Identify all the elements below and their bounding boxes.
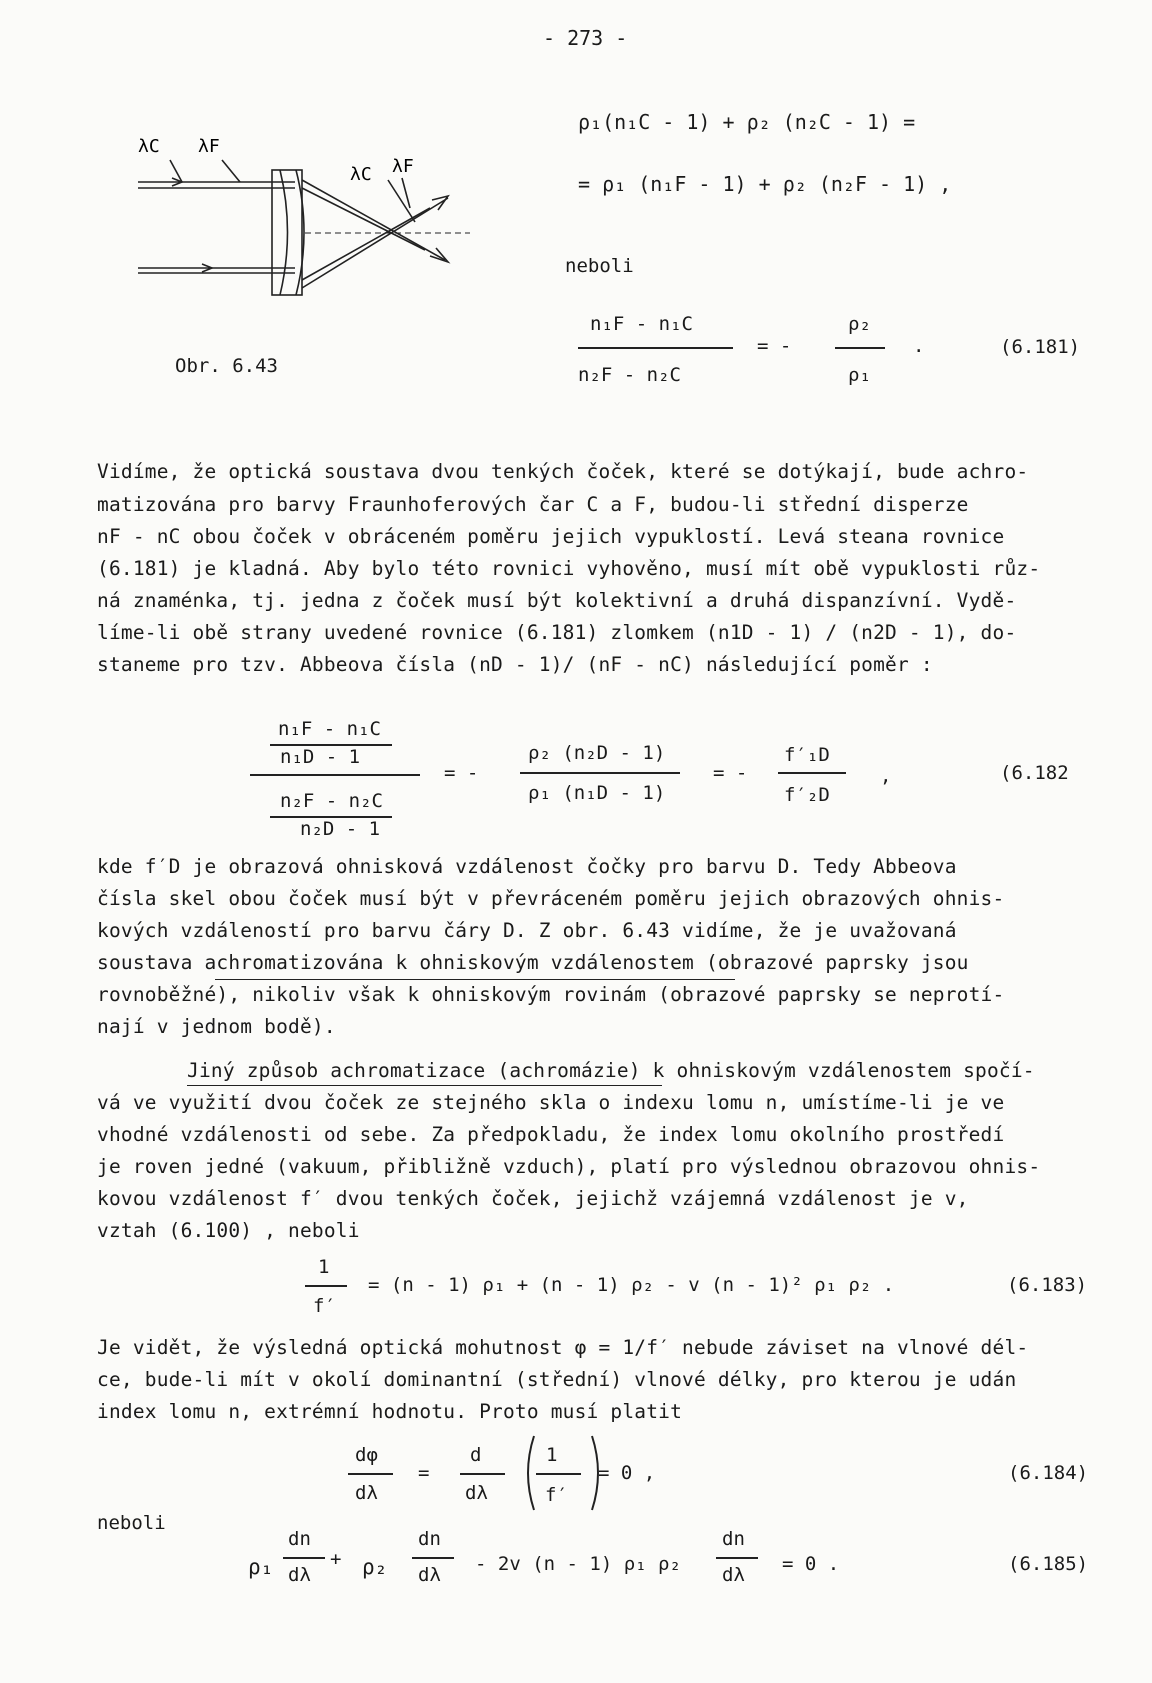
para3-line1: Jiný způsob achromatizace (achromázie) k ohniskovým vzdálenostem spočí- (187, 1059, 1035, 1082)
underline-jiny-zpusob (187, 1085, 662, 1086)
para3-line4: je roven jedné (vakuum, přibližně vzduch), platí pro výslednou obrazovou ohnis- (97, 1155, 1041, 1178)
para1-line4: (6.181) je kladná. Aby bylo této rovnici vyhověno, musí mít obě vypuklosti růz- (97, 557, 1041, 580)
eq184-a-bar (348, 1473, 393, 1475)
eq183-rest: = (n - 1) ρ₁ + (n - 1) ρ₂ - v (n - 1)² ρ₁ ρ₂ . (368, 1274, 895, 1296)
eq185-d1-bar (283, 1557, 325, 1559)
figure-label-lambda-f-out: λF (392, 156, 414, 177)
para2-line5: rovnoběžné), nikoliv však k ohniskovým rovinám (obrazové paprsky se neprotí- (97, 983, 1005, 1006)
eq185-d3-bar (716, 1557, 758, 1559)
eq185-d1-num: dn (288, 1528, 311, 1550)
eq181-rho1: ρ₁ (848, 364, 871, 386)
eq185-number: (6.185) (1008, 1553, 1089, 1575)
eq185-plus: + (330, 1548, 342, 1570)
eq184-equals: = (418, 1462, 430, 1484)
eq185-d2-bar (412, 1557, 454, 1559)
para1-line3: nF - nC obou čoček v obráceném poměru jejich vypuklostí. Levá steana rovnice (97, 525, 1005, 548)
para4-line3: index lomu n, extrémní hodnotu. Proto musí platit (97, 1400, 683, 1423)
para3-line6: vztah (6.100) , neboli (97, 1219, 360, 1242)
figure-label-lambda-c-out: λC (350, 164, 372, 185)
para2-line2: čísla skel obou čoček musí být v převráceném poměru jejich obrazových ohnis- (97, 887, 1005, 910)
eq182-mid-num: ρ₂ (n₂D - 1) (528, 742, 666, 764)
eq182-b-num: n₂F - n₂C (280, 790, 383, 812)
para3-line3: vhodné vzdálenosti od sebe. Za předpokladu, že index lomu okolního prostředí (97, 1123, 1005, 1146)
eq182-r-den: f′₂D (784, 784, 830, 806)
figure-caption: Obr. 6.43 (175, 355, 278, 377)
para1-line5: ná znaménka, tj. jedna z čoček musí být kolektivní a druhá dispanzívní. Vydě- (97, 589, 1017, 612)
para1-line1: Vidíme, že optická soustava dvou tenkých čoček, které se dotýkají, bude achro- (97, 460, 1029, 483)
neboli-2: neboli (97, 1512, 166, 1534)
neboli-1: neboli (565, 255, 634, 277)
eq185-d3-num: dn (722, 1528, 745, 1550)
eq184-a-den: dλ (355, 1482, 378, 1504)
eq181-rho-bar (835, 347, 885, 349)
eq184-b-bar (460, 1473, 505, 1475)
eq184-b-den: dλ (465, 1482, 488, 1504)
para2-line6: nají v jednom bodě). (97, 1015, 336, 1038)
eq185-tail: = 0 . (782, 1553, 840, 1575)
para2-line4: soustava achromatizována k ohniskovým vzdálenostem (obrazové paprsky jsou (97, 951, 969, 974)
para4-line1: Je vidět, že výsledná optická mohutnost φ = 1/f′ nebude záviset na vlnové dél- (97, 1336, 1029, 1359)
eq183-number: (6.183) (1007, 1274, 1088, 1296)
eq185-d3-den: dλ (722, 1564, 745, 1586)
eq181-rho2: ρ₂ (848, 313, 871, 335)
eq185-d2-den: dλ (418, 1564, 441, 1586)
underline-achromatizovana (215, 979, 735, 980)
eq184-b-num: d (470, 1444, 482, 1466)
eq182-number: (6.182 (1000, 762, 1069, 784)
eq182-equals-2: = - (713, 762, 748, 784)
page-number: - 273 - (543, 26, 628, 50)
eq181-fraction-bar (578, 347, 733, 349)
para1-line2: matizována pro barvy Fraunhoferových čar C a F, budou-li střední disperze (97, 493, 969, 516)
lens-figure (130, 130, 490, 325)
figure-label-lambda-c-in: λC (138, 136, 160, 157)
para3-line5: kovou vzdálenost f′ dvou tenkých čoček, jejichž vzájemná vzdálenost je v, (97, 1187, 969, 1210)
eq182-comma: , (880, 765, 892, 787)
eq182-a-num: n₁F - n₁C (278, 718, 381, 740)
para2-line1: kde f′D je obrazová ohnisková vzdálenost čočky pro barvu D. Tedy Abbeova (97, 855, 957, 878)
eq184-c-bar (536, 1473, 581, 1475)
eq183-bar (305, 1285, 347, 1287)
eq181-denominator: n₂F - n₂C (578, 364, 681, 386)
eq182-a-den: n₁D - 1 (280, 746, 361, 768)
eq-top-line2: = ρ₁ (n₁F - 1) + ρ₂ (n₂F - 1) , (578, 172, 952, 196)
eq185-d2-num: dn (418, 1528, 441, 1550)
eq184-a-num: dφ (355, 1444, 378, 1466)
para4-line2: ce, bude-li mít v okolí dominantní (střední) vlnové délky, pro kterou je udán (97, 1368, 1017, 1391)
para1-line7: staneme pro tzv. Abbeova čísla (nD - 1)/ (nF - nC) následující poměr : (97, 653, 933, 676)
eq185-d1-den: dλ (288, 1564, 311, 1586)
eq182-main-bar (250, 774, 420, 776)
eq182-r-bar (778, 772, 846, 774)
eq185-mid: - 2v (n - 1) ρ₁ ρ₂ (475, 1553, 681, 1575)
eq184-c-num: 1 (546, 1444, 558, 1466)
eq183-den: f′ (313, 1295, 336, 1317)
eq181-numerator: n₁F - n₁C (590, 313, 693, 335)
eq185-rho2: ρ₂ (362, 1555, 388, 1579)
eq182-mid-bar (520, 772, 680, 774)
eq183-num: 1 (318, 1256, 330, 1278)
eq182-r-num: f′₁D (784, 744, 830, 766)
figure-label-lambda-f-in: λF (198, 136, 220, 157)
eq182-b-den: n₂D - 1 (300, 818, 381, 840)
eq184-tail: = 0 , (598, 1462, 656, 1484)
eq182-equals-1: = - (444, 762, 479, 784)
eq184-c-den: f′ (545, 1484, 568, 1506)
eq182-mid-den: ρ₁ (n₁D - 1) (528, 782, 666, 804)
para1-line6: líme-li obě strany uvedené rovnice (6.181) zlomkem (n1D - 1) / (n2D - 1), do- (97, 621, 1017, 644)
eq181-equals: = - (757, 335, 792, 357)
eq181-period: . (913, 335, 925, 357)
eq181-number: (6.181) (1000, 336, 1081, 358)
para3-line2: vá ve využití dvou čoček ze stejného skla o indexu lomu n, umístíme-li je ve (97, 1091, 1005, 1114)
para2-line3: kových vzdáleností pro barvu čáry D. Z obr. 6.43 vidíme, že je uvažovaná (97, 919, 957, 942)
eq184-number: (6.184) (1008, 1462, 1089, 1484)
eq185-rho1: ρ₁ (248, 1555, 274, 1579)
eq-top-line1: ρ₁(n₁C - 1) + ρ₂ (n₂C - 1) = (578, 110, 916, 134)
